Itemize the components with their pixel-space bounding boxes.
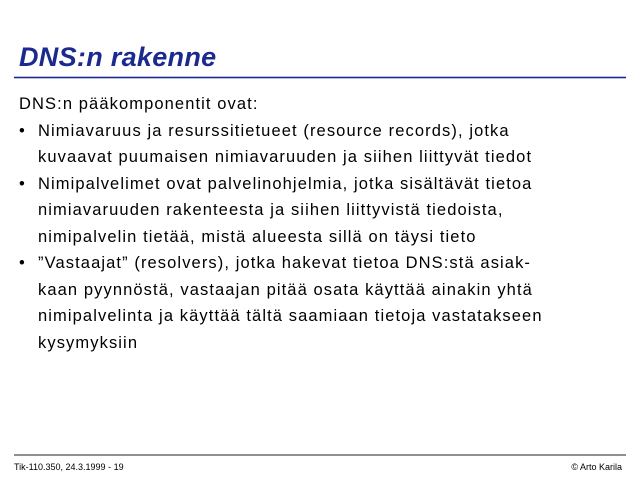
bullet-item [19,171,619,251]
slide-body [19,91,619,356]
bullet-line: kaan pyynnöstä, vastaajan pitää osata käyttää ainakin yhtä [38,280,533,299]
footer-course-info: Tik-110.350, 24.3.1999 - 19 [14,462,124,472]
bullet-item [19,118,619,171]
bullet-item [19,250,619,356]
bullet-line: ”Vastaajat” (resolvers), jotka hakevat tietoa DNS:stä asiak- [38,254,532,272]
title-divider [14,76,626,79]
bullet-line: kysymyksiin [38,333,139,352]
bullet-line: nimiavaruuden rakenteesta ja siihen liittyvistä tiedoista, [38,201,504,219]
footer-copyright: © Arto Karila [571,462,622,472]
bullet-line: kuvaavat puumaisen nimiavaruuden ja siihen liittyvät tiedot [38,148,533,166]
bullet-marker: • [19,121,26,140]
bullet-line: nimipalvelinta ja käyttää tältä saamiaan tietoja vastatakseen [38,307,543,325]
bullet-line: Nimiavaruus ja resurssitietueet (resource records), jotka [38,121,510,140]
bullet-marker: • [19,254,26,272]
slide-title: DNS:n rakenne [19,42,217,72]
bullet-line: Nimipalvelimet ovat palvelinohjelmia, jotka sisältävät tietoa [38,174,533,193]
bullet-marker: • [19,174,26,193]
footer-divider [14,454,626,456]
intro-text: DNS:n pääkomponentit ovat: [19,95,259,113]
bullet-line: nimipalvelin tietää, mistä alueesta sillä on täysi tieto [38,227,477,246]
bullet-list [19,118,619,357]
